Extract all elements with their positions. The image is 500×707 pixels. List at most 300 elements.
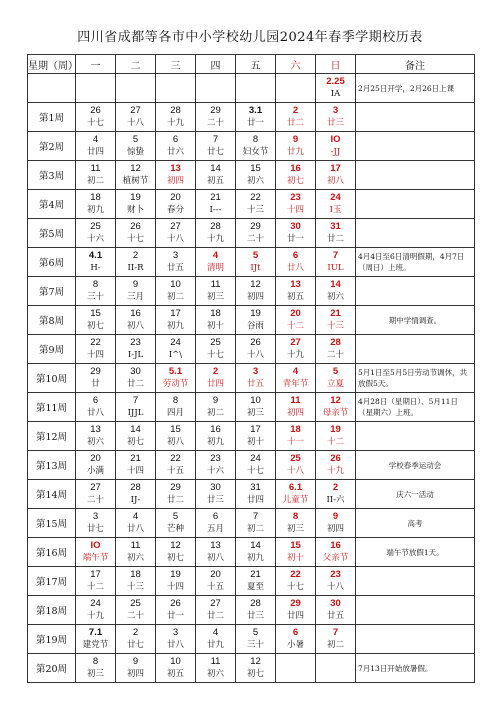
week-note: 4月28日（星期日）、5月11日（星期六）上班。 (356, 393, 475, 422)
day-number: 23 (210, 453, 221, 464)
lunar-label: 廿三 (246, 611, 264, 621)
day-cell (236, 596, 276, 625)
week-row (28, 161, 475, 190)
week-note (356, 625, 475, 654)
lunar-label: 十九 (206, 234, 224, 244)
lunar-label: 十三 (126, 582, 144, 592)
day-cell (316, 219, 356, 248)
day-cell (76, 625, 116, 654)
week-label: 第2周 (28, 132, 76, 161)
day-cell (156, 277, 196, 306)
day-number: 4 (212, 250, 219, 261)
week-label: 第20周 (28, 654, 76, 683)
day-cell (236, 335, 276, 364)
day-number: 26 (250, 337, 261, 348)
lunar-label: 初六 (246, 176, 264, 186)
day-number: 11 (210, 656, 221, 667)
day-number: 27 (170, 221, 181, 232)
lunar-label: 廿四 (286, 611, 304, 621)
lunar-label: 二十 (326, 350, 344, 360)
lunar-label: 儿童节 (282, 495, 309, 505)
lunar-label: 十二 (286, 321, 304, 331)
lunar-label: 妇女节 (242, 147, 269, 157)
day-number: 11 (290, 395, 301, 406)
lunar-label: 廿七 (86, 524, 104, 534)
day-cell (196, 132, 236, 161)
day-cell (196, 277, 236, 306)
lunar-label: 十五 (166, 466, 184, 476)
day-cell (276, 306, 316, 335)
week-note (356, 567, 475, 596)
day-number: 21 (130, 453, 141, 464)
day-cell (236, 161, 276, 190)
day-cell (316, 596, 356, 625)
day-number: 5 (332, 366, 339, 377)
day-number: 9 (292, 134, 299, 145)
day-number: 10 (170, 279, 181, 290)
day-number: 6 (292, 627, 299, 638)
lunar-label: 三十 (246, 640, 264, 650)
day-number: 17 (170, 308, 181, 319)
week-row (28, 364, 475, 393)
lunar-label: 初二 (86, 176, 104, 186)
day-number: 8 (292, 511, 299, 522)
day-number: 20 (170, 192, 181, 203)
lunar-label: 小暑 (286, 640, 304, 650)
lunar-label: 初五 (286, 292, 304, 302)
day-cell (276, 248, 316, 277)
day-number: 14 (330, 279, 341, 290)
day-cell (116, 306, 156, 335)
day-number: 2 (132, 250, 139, 261)
lunar-label: 十八 (166, 234, 184, 244)
week-note: 学校春季运动会 (356, 451, 475, 480)
note-column-header: 备注 (356, 55, 475, 74)
lunar-label: 芒种 (166, 524, 184, 534)
lunar-label: 十七 (126, 234, 144, 244)
week-note: 4月4日至6日清明假期，4月7日（周日）上班。 (356, 248, 475, 277)
lunar-label: H- (90, 263, 101, 273)
week-row (28, 538, 475, 567)
day-number: 18 (290, 424, 301, 435)
day-number: 26 (170, 598, 181, 609)
week-column-header: 星期（周） (28, 55, 76, 74)
week-row (28, 393, 475, 422)
day-cell (196, 248, 236, 277)
day-cell (76, 364, 116, 393)
lunar-label: 廿四 (86, 147, 104, 157)
day-number: 6 (212, 511, 219, 522)
day-cell (156, 480, 196, 509)
day-number: 17 (330, 163, 341, 174)
lunar-label: 初八 (206, 553, 224, 563)
lunar-label: 廿三 (326, 118, 344, 128)
day-cell (276, 567, 316, 596)
day-number: 12 (250, 656, 261, 667)
day-cell (76, 277, 116, 306)
lunar-label: 二十 (206, 118, 224, 128)
lunar-label: 夏至 (246, 582, 264, 592)
day-number: IO (90, 540, 101, 551)
lunar-label: 初四 (166, 176, 184, 186)
day-cell (316, 625, 356, 654)
day-cell (236, 364, 276, 393)
day-cell (116, 422, 156, 451)
day-cell (156, 422, 196, 451)
day-number: 6.1 (288, 482, 303, 493)
day-number: 27 (90, 482, 101, 493)
day-cell (76, 567, 116, 596)
day-cell (316, 538, 356, 567)
day-number: 13 (210, 540, 221, 551)
lunar-label: 劳动节 (162, 379, 189, 389)
lunar-label: 初九 (206, 437, 224, 447)
day-number: 10 (170, 656, 181, 667)
day-cell (116, 190, 156, 219)
day-cell (116, 567, 156, 596)
day-cell (316, 161, 356, 190)
day-number: 15 (90, 308, 101, 319)
day-number: 5 (252, 250, 259, 261)
lunar-label: IUL (327, 263, 344, 273)
week-note (356, 422, 475, 451)
day-number: 20 (290, 308, 301, 319)
day-number: 9 (132, 656, 139, 667)
day-cell (156, 190, 196, 219)
day-number: 28 (330, 337, 341, 348)
week-row (28, 567, 475, 596)
lunar-label: 十七 (206, 350, 224, 360)
day-cell (196, 654, 236, 683)
week-label: 第13周 (28, 451, 76, 480)
lunar-label: 小满 (86, 466, 104, 476)
day-number: 5 (172, 511, 179, 522)
day-number: 9 (212, 395, 219, 406)
day-cell-feb25 (316, 74, 356, 103)
day-number: 24 (170, 337, 181, 348)
day-cell (316, 364, 356, 393)
week-note (356, 132, 475, 161)
day-header-sun: 日 (316, 55, 356, 74)
week-note (356, 335, 475, 364)
day-number: 25 (90, 221, 101, 232)
day-cell (156, 625, 196, 654)
lunar-label: IJJL (127, 408, 144, 418)
day-cell (196, 451, 236, 480)
lunar-label: 春分 (166, 205, 184, 215)
day-number: 16 (130, 308, 141, 319)
week-note (356, 190, 475, 219)
day-header-tue: 二 (116, 55, 156, 74)
lunar-label: 廿一 (166, 611, 184, 621)
day-cell (116, 480, 156, 509)
lunar-label: 二十 (86, 495, 104, 505)
day-number: 7.1 (88, 627, 103, 638)
day-cell (276, 538, 316, 567)
week-note (356, 161, 475, 190)
school-calendar-table (27, 54, 475, 683)
day-cell (76, 190, 116, 219)
day-cell (156, 103, 196, 132)
lunar-label: 廿七 (206, 147, 224, 157)
day-cell (236, 538, 276, 567)
week-note (356, 103, 475, 132)
day-number: 6 (292, 250, 299, 261)
lunar-label: 惊蛰 (126, 147, 144, 157)
day-cell (116, 509, 156, 538)
day-cell (76, 335, 116, 364)
lunar-label: 五月 (206, 524, 224, 534)
lunar-label: -JJ (330, 147, 341, 157)
lunar-label: 初七 (166, 553, 184, 563)
day-cell (316, 306, 356, 335)
week-label: 第15周 (28, 509, 76, 538)
day-cell (156, 306, 196, 335)
lunar-label: 初七 (126, 437, 144, 447)
lunar-label: 青年节 (282, 379, 309, 389)
day-cell (276, 422, 316, 451)
day-number: 6 (172, 134, 179, 145)
day-cell (76, 161, 116, 190)
day-number: 3 (252, 366, 259, 377)
lunar-label: 建党节 (82, 640, 109, 650)
lunar-label: 十九 (166, 118, 184, 128)
day-cell (316, 509, 356, 538)
lunar-label: 廿三 (206, 495, 224, 505)
week-label: 第4周 (28, 190, 76, 219)
lunar-label: 廿二 (326, 234, 344, 244)
day-cell (116, 219, 156, 248)
day-cell (276, 625, 316, 654)
week-label: 第8周 (28, 306, 76, 335)
day-cell (156, 654, 196, 683)
lunar-label: 初六 (206, 669, 224, 679)
lunar-label: 初七 (286, 176, 304, 186)
day-number: 12 (170, 540, 181, 551)
day-cell (236, 451, 276, 480)
lunar-label: 十七 (246, 466, 264, 476)
week-label: 第5周 (28, 219, 76, 248)
day-header-mon: 一 (76, 55, 116, 74)
day-cell (276, 103, 316, 132)
day-cell (76, 306, 116, 335)
week-label: 第1周 (28, 103, 76, 132)
day-cell (76, 654, 116, 683)
day-number: 6 (92, 395, 99, 406)
day-cell (76, 422, 116, 451)
day-cell (156, 567, 196, 596)
lunar-label: 十六 (206, 466, 224, 476)
day-number: 28 (130, 482, 141, 493)
week-row (28, 103, 475, 132)
week-row (28, 654, 475, 683)
lunar-label: 初六 (326, 292, 344, 302)
day-number: 24 (90, 598, 101, 609)
lunar-label: 初二 (206, 408, 224, 418)
day-cell (196, 538, 236, 567)
lunar-label: 初二 (326, 640, 344, 650)
day-cell (156, 451, 196, 480)
lunar-label: 廿五 (246, 379, 264, 389)
day-number: 4 (212, 627, 219, 638)
day-number: 24 (330, 192, 341, 203)
lunar-label: 廿一 (286, 234, 304, 244)
week-note: 高考 (356, 509, 475, 538)
day-cell (196, 306, 236, 335)
week-note: 期中学情调查。 (356, 306, 475, 335)
lunar-label: 廿八 (286, 263, 304, 273)
day-number: 26 (90, 105, 101, 116)
day-cell (76, 480, 116, 509)
lunar-label: IJ- (130, 495, 141, 505)
day-number: 8 (92, 656, 99, 667)
week-row (28, 596, 475, 625)
day-number: 30 (210, 482, 221, 493)
day-cell (76, 596, 116, 625)
week-row (28, 480, 475, 509)
day-cell (236, 103, 276, 132)
day-number: 3 (332, 105, 339, 116)
day-number: 21 (250, 569, 261, 580)
lunar-label: I玉 (329, 205, 342, 215)
week-note (356, 277, 475, 306)
day-cell (196, 219, 236, 248)
day-number: 7 (252, 511, 259, 522)
lunar-label: 财卜 (126, 205, 144, 215)
week-row (28, 451, 475, 480)
week-label: 第6周 (28, 248, 76, 277)
day-cell (116, 538, 156, 567)
day-cell (236, 248, 276, 277)
day-cell (76, 248, 116, 277)
lunar-label: IJt (250, 263, 261, 273)
day-number: 30 (290, 221, 301, 232)
day-number: 9 (332, 511, 339, 522)
day-number: 15 (290, 540, 301, 551)
day-cell (156, 538, 196, 567)
day-number: 22 (90, 337, 101, 348)
day-number: 27 (210, 598, 221, 609)
lunar-label: 十五 (206, 582, 224, 592)
lunar-label: 十四 (126, 466, 144, 476)
lunar-label: 廿九 (206, 640, 224, 650)
week-row (28, 306, 475, 335)
lunar-label: 端午节 (82, 553, 109, 563)
lunar-label: 初四 (286, 408, 304, 418)
day-number: 25 (290, 453, 301, 464)
day-number: 7 (132, 395, 139, 406)
day-number: 3 (172, 250, 179, 261)
pre-week-row (28, 74, 475, 103)
day-cell (276, 277, 316, 306)
week-note: 7月13日开始放暑假。 (356, 654, 475, 683)
lunar-label: 初三 (286, 524, 304, 534)
day-number: 22 (250, 192, 261, 203)
day-number: 4 (92, 134, 99, 145)
lunar-label: 初五 (166, 669, 184, 679)
day-cell (196, 625, 236, 654)
lunar-label: 十九 (286, 350, 304, 360)
week-note: 端午节放假1天。 (356, 538, 475, 567)
week-row (28, 625, 475, 654)
day-cell (116, 625, 156, 654)
day-cell (196, 103, 236, 132)
week-note: 庆六一活动 (356, 480, 475, 509)
week-note (356, 596, 475, 625)
day-number: 29 (290, 598, 301, 609)
day-number: 14 (250, 540, 261, 551)
lunar-label: 廿八 (126, 524, 144, 534)
day-cell (156, 596, 196, 625)
day-number: 11 (210, 279, 221, 290)
day-number: 5 (132, 134, 139, 145)
day-number: 2 (292, 105, 299, 116)
day-cell (236, 480, 276, 509)
day-number: 17 (90, 569, 101, 580)
day-number: 2 (212, 366, 219, 377)
day-cell (196, 190, 236, 219)
lunar-label: 初十 (286, 553, 304, 563)
week-label: 第10周 (28, 364, 76, 393)
day-header-sat: 六 (276, 55, 316, 74)
lunar-label: 十四 (286, 205, 304, 215)
lunar-label: 廿八 (166, 640, 184, 650)
lunar-label: 初六 (126, 553, 144, 563)
day-cell (76, 451, 116, 480)
day-number: 16 (210, 424, 221, 435)
day-number: 26 (130, 221, 141, 232)
day-number: 26 (330, 453, 341, 464)
day-number: 31 (330, 221, 341, 232)
week-row (28, 277, 475, 306)
lunar-label: 初四 (326, 524, 344, 534)
day-number: 19 (250, 308, 261, 319)
lunar-label: 初五 (206, 176, 224, 186)
lunar-label: 初三 (86, 669, 104, 679)
week-note: 5月1日至5月5日劳动节调休，共放假5天。 (356, 364, 475, 393)
day-cell (236, 132, 276, 161)
week-label: 第17周 (28, 567, 76, 596)
lunar-label: 廿四 (246, 495, 264, 505)
lunar-label: 十八 (326, 582, 344, 592)
day-number: 29 (90, 366, 101, 377)
day-cell (116, 103, 156, 132)
lunar-label: I^\ (168, 350, 183, 360)
day-number: 12 (250, 279, 261, 290)
day-number: 24 (250, 453, 261, 464)
day-number: 2 (132, 627, 139, 638)
day-cell (196, 567, 236, 596)
day-cell (156, 219, 196, 248)
day-number: 7 (212, 134, 219, 145)
lunar-label: 廿五 (326, 611, 344, 621)
day-number: 12 (130, 163, 141, 174)
day-number: 8 (92, 279, 99, 290)
day-cell (156, 161, 196, 190)
day-cell (76, 219, 116, 248)
lunar-label: 廿九 (286, 147, 304, 157)
day-cell (236, 190, 276, 219)
lunar-label: 初四 (246, 292, 264, 302)
lunar-label: 廿六 (166, 147, 184, 157)
day-cell (196, 480, 236, 509)
day-number: 27 (130, 105, 141, 116)
day-header-thu: 四 (196, 55, 236, 74)
lunar-label: 廿五 (166, 263, 184, 273)
day-cell (156, 364, 196, 393)
day-number: 18 (210, 308, 221, 319)
lunar-label: 廿二 (286, 118, 304, 128)
